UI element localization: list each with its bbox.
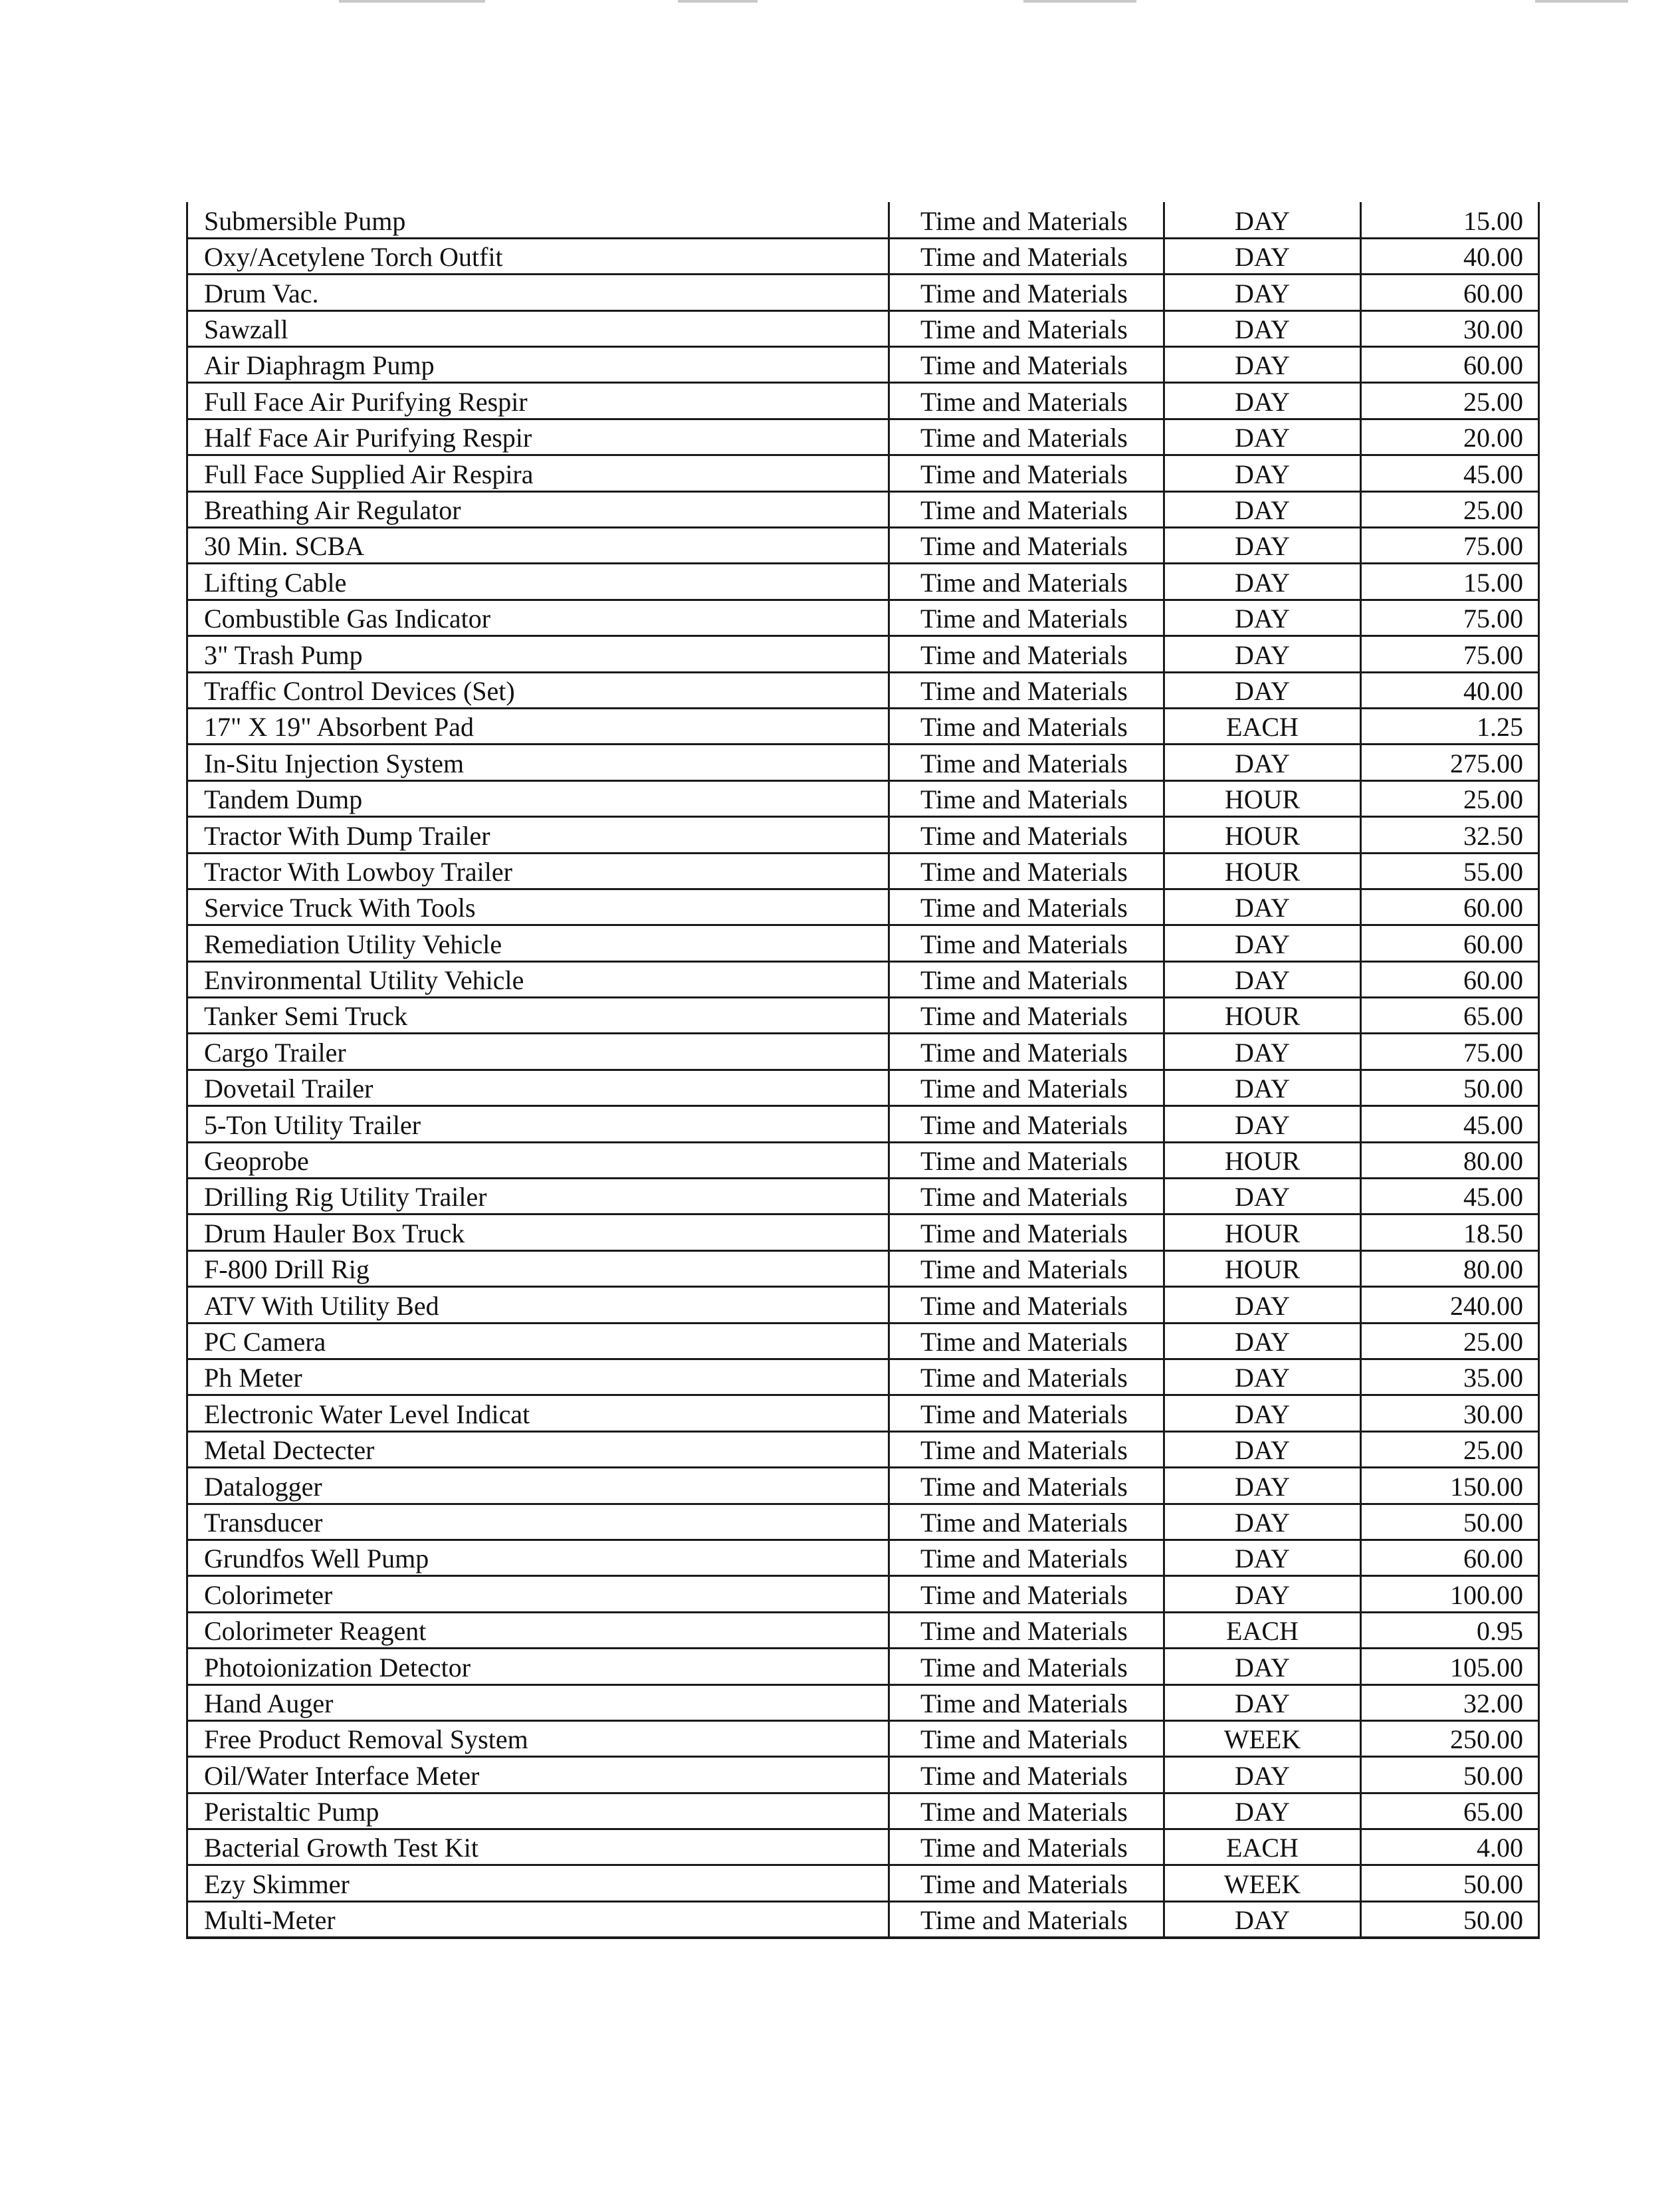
unit-cell: DAY (1164, 275, 1361, 310)
billing-basis-cell: Time and Materials (889, 672, 1164, 708)
table-row (187, 455, 1539, 491)
table-row (187, 1504, 1539, 1540)
rate-cell: 150.00 (1361, 1468, 1539, 1504)
billing-basis-cell: Time and Materials (889, 889, 1164, 925)
rate-cell: 25.00 (1361, 780, 1539, 816)
rate-cell: 75.00 (1361, 1034, 1539, 1070)
equipment-name-cell: Ph Meter (187, 1359, 889, 1395)
rate-cell: 50.00 (1361, 1901, 1539, 1937)
equipment-name-cell: Combustible Gas Indicator (187, 600, 889, 635)
rate-cell: 50.00 (1361, 1070, 1539, 1105)
equipment-name-cell: ATV With Utility Bed (187, 1287, 889, 1323)
table-row (187, 745, 1539, 780)
billing-basis-cell: Time and Materials (889, 961, 1164, 997)
table-row (187, 1323, 1539, 1359)
equipment-name-cell: Tandem Dump (187, 780, 889, 816)
unit-cell: DAY (1164, 202, 1361, 238)
table-row (187, 1540, 1539, 1575)
unit-cell: DAY (1164, 347, 1361, 383)
table-row (187, 1901, 1539, 1937)
equipment-name-cell: Drum Hauler Box Truck (187, 1214, 889, 1250)
equipment-name-cell: Breathing Air Regulator (187, 491, 889, 527)
billing-basis-cell: Time and Materials (889, 1793, 1164, 1829)
table-row (187, 1684, 1539, 1720)
rate-cell: 60.00 (1361, 1540, 1539, 1575)
billing-basis-cell: Time and Materials (889, 1179, 1164, 1214)
unit-cell: DAY (1164, 1504, 1361, 1540)
unit-cell: DAY (1164, 636, 1361, 672)
billing-basis-cell: Time and Materials (889, 1829, 1164, 1865)
billing-basis-cell: Time and Materials (889, 1865, 1164, 1901)
unit-cell: DAY (1164, 1179, 1361, 1214)
table-row (187, 780, 1539, 816)
table-row (187, 1829, 1539, 1865)
table-row (187, 1287, 1539, 1323)
table-row (187, 1468, 1539, 1504)
table-row (187, 925, 1539, 961)
billing-basis-cell: Time and Materials (889, 1070, 1164, 1105)
rate-cell: 75.00 (1361, 600, 1539, 635)
equipment-name-cell: Service Truck With Tools (187, 889, 889, 925)
equipment-name-cell: 30 Min. SCBA (187, 528, 889, 564)
unit-cell: DAY (1164, 383, 1361, 419)
billing-basis-cell: Time and Materials (889, 1540, 1164, 1575)
billing-basis-cell: Time and Materials (889, 1504, 1164, 1540)
table-row (187, 636, 1539, 672)
equipment-name-cell: Submersible Pump (187, 202, 889, 238)
equipment-name-cell: Colorimeter (187, 1576, 889, 1612)
billing-basis-cell: Time and Materials (889, 383, 1164, 419)
unit-cell: DAY (1164, 745, 1361, 780)
equipment-name-cell: Cargo Trailer (187, 1034, 889, 1070)
unit-cell: EACH (1164, 1612, 1361, 1648)
equipment-name-cell: 3" Trash Pump (187, 636, 889, 672)
billing-basis-cell: Time and Materials (889, 600, 1164, 635)
billing-basis-cell: Time and Materials (889, 1612, 1164, 1648)
equipment-name-cell: Full Face Air Purifying Respir (187, 383, 889, 419)
equipment-name-cell: Transducer (187, 1504, 889, 1540)
table-row (187, 708, 1539, 744)
table-row (187, 238, 1539, 274)
billing-basis-cell: Time and Materials (889, 817, 1164, 853)
table-row (187, 1250, 1539, 1286)
billing-basis-cell: Time and Materials (889, 1649, 1164, 1684)
rate-cell: 60.00 (1361, 275, 1539, 310)
unit-cell: HOUR (1164, 998, 1361, 1034)
rate-cell: 25.00 (1361, 1323, 1539, 1359)
billing-basis-cell: Time and Materials (889, 1901, 1164, 1937)
scan-artifact (678, 0, 758, 3)
rate-cell: 45.00 (1361, 1106, 1539, 1142)
equipment-name-cell: Photoionization Detector (187, 1649, 889, 1684)
rate-cell: 50.00 (1361, 1757, 1539, 1793)
rate-cell: 50.00 (1361, 1504, 1539, 1540)
rate-cell: 240.00 (1361, 1287, 1539, 1323)
rate-cell: 0.95 (1361, 1612, 1539, 1648)
equipment-name-cell: Tractor With Dump Trailer (187, 817, 889, 853)
unit-cell: DAY (1164, 1576, 1361, 1612)
unit-cell: DAY (1164, 564, 1361, 600)
equipment-name-cell: Free Product Removal System (187, 1720, 889, 1756)
equipment-name-cell: Tanker Semi Truck (187, 998, 889, 1034)
rate-cell: 60.00 (1361, 961, 1539, 997)
billing-basis-cell: Time and Materials (889, 636, 1164, 672)
table-row (187, 1179, 1539, 1214)
unit-cell: DAY (1164, 1649, 1361, 1684)
table-row (187, 1431, 1539, 1467)
rate-cell: 20.00 (1361, 419, 1539, 455)
rate-cell: 32.50 (1361, 817, 1539, 853)
billing-basis-cell: Time and Materials (889, 1359, 1164, 1395)
equipment-name-cell: Metal Dectecter (187, 1431, 889, 1467)
equipment-name-cell: 5-Ton Utility Trailer (187, 1106, 889, 1142)
billing-basis-cell: Time and Materials (889, 202, 1164, 238)
unit-cell: DAY (1164, 1684, 1361, 1720)
rate-cell: 75.00 (1361, 528, 1539, 564)
rate-cell: 35.00 (1361, 1359, 1539, 1395)
table-row (187, 600, 1539, 635)
table-row (187, 1359, 1539, 1395)
equipment-name-cell: Lifting Cable (187, 564, 889, 600)
billing-basis-cell: Time and Materials (889, 275, 1164, 310)
table-row (187, 1612, 1539, 1648)
equipment-name-cell: Environmental Utility Vehicle (187, 961, 889, 997)
rate-cell: 18.50 (1361, 1214, 1539, 1250)
billing-basis-cell: Time and Materials (889, 1576, 1164, 1612)
equipment-name-cell: Drum Vac. (187, 275, 889, 310)
equipment-name-cell: Sawzall (187, 310, 889, 346)
billing-basis-cell: Time and Materials (889, 1684, 1164, 1720)
unit-cell: DAY (1164, 1540, 1361, 1575)
rate-cell: 50.00 (1361, 1865, 1539, 1901)
unit-cell: HOUR (1164, 1214, 1361, 1250)
equipment-name-cell: Tractor With Lowboy Trailer (187, 853, 889, 889)
table-row (187, 1793, 1539, 1829)
table-row (187, 672, 1539, 708)
rate-cell: 15.00 (1361, 564, 1539, 600)
equipment-name-cell: Remediation Utility Vehicle (187, 925, 889, 961)
table-row (187, 528, 1539, 564)
table-row (187, 1142, 1539, 1178)
rate-cell: 45.00 (1361, 455, 1539, 491)
billing-basis-cell: Time and Materials (889, 998, 1164, 1034)
unit-cell: DAY (1164, 1793, 1361, 1829)
table-row (187, 1106, 1539, 1142)
unit-cell: DAY (1164, 419, 1361, 455)
unit-cell: DAY (1164, 1901, 1361, 1937)
unit-cell: DAY (1164, 672, 1361, 708)
scan-artifact (1023, 0, 1136, 3)
rate-cell: 30.00 (1361, 310, 1539, 346)
rate-cell: 30.00 (1361, 1395, 1539, 1431)
unit-cell: DAY (1164, 1070, 1361, 1105)
table-row (187, 961, 1539, 997)
billing-basis-cell: Time and Materials (889, 238, 1164, 274)
rate-cell: 100.00 (1361, 1576, 1539, 1612)
rate-cell: 32.00 (1361, 1684, 1539, 1720)
scan-artifact (339, 0, 485, 3)
billing-basis-cell: Time and Materials (889, 1250, 1164, 1286)
equipment-name-cell: Electronic Water Level Indicat (187, 1395, 889, 1431)
equipment-name-cell: Multi-Meter (187, 1901, 889, 1937)
unit-cell: DAY (1164, 1468, 1361, 1504)
billing-basis-cell: Time and Materials (889, 1395, 1164, 1431)
billing-basis-cell: Time and Materials (889, 1034, 1164, 1070)
unit-cell: DAY (1164, 1395, 1361, 1431)
unit-cell: DAY (1164, 491, 1361, 527)
table-row (187, 1034, 1539, 1070)
unit-cell: WEEK (1164, 1720, 1361, 1756)
unit-cell: HOUR (1164, 780, 1361, 816)
equipment-name-cell: Oil/Water Interface Meter (187, 1757, 889, 1793)
equipment-name-cell: Drilling Rig Utility Trailer (187, 1179, 889, 1214)
unit-cell: EACH (1164, 1829, 1361, 1865)
unit-cell: DAY (1164, 528, 1361, 564)
table-row (187, 491, 1539, 527)
table-row (187, 1070, 1539, 1105)
equipment-name-cell: Air Diaphragm Pump (187, 347, 889, 383)
equipment-name-cell: F-800 Drill Rig (187, 1250, 889, 1286)
equipment-name-cell: In-Situ Injection System (187, 745, 889, 780)
rate-cell: 105.00 (1361, 1649, 1539, 1684)
rate-cell: 60.00 (1361, 347, 1539, 383)
billing-basis-cell: Time and Materials (889, 1106, 1164, 1142)
unit-cell: HOUR (1164, 853, 1361, 889)
billing-basis-cell: Time and Materials (889, 925, 1164, 961)
equipment-name-cell: Full Face Supplied Air Respira (187, 455, 889, 491)
billing-basis-cell: Time and Materials (889, 1431, 1164, 1467)
rate-cell: 60.00 (1361, 925, 1539, 961)
unit-cell: DAY (1164, 455, 1361, 491)
table-row (187, 889, 1539, 925)
unit-cell: HOUR (1164, 1250, 1361, 1286)
rate-cell: 1.25 (1361, 708, 1539, 744)
table-row (187, 419, 1539, 455)
scan-artifact (1535, 0, 1628, 3)
equipment-name-cell: Datalogger (187, 1468, 889, 1504)
unit-cell: EACH (1164, 708, 1361, 744)
rate-cell: 80.00 (1361, 1250, 1539, 1286)
billing-basis-cell: Time and Materials (889, 745, 1164, 780)
rate-cell: 275.00 (1361, 745, 1539, 780)
unit-cell: DAY (1164, 1757, 1361, 1793)
equipment-name-cell: Traffic Control Devices (Set) (187, 672, 889, 708)
table-row (187, 1865, 1539, 1901)
billing-basis-cell: Time and Materials (889, 1720, 1164, 1756)
unit-cell: DAY (1164, 600, 1361, 635)
unit-cell: DAY (1164, 961, 1361, 997)
billing-basis-cell: Time and Materials (889, 564, 1164, 600)
rate-cell: 75.00 (1361, 636, 1539, 672)
unit-cell: DAY (1164, 889, 1361, 925)
billing-basis-cell: Time and Materials (889, 1468, 1164, 1504)
rate-cell: 25.00 (1361, 383, 1539, 419)
table-row (187, 1757, 1539, 1793)
rate-cell: 40.00 (1361, 672, 1539, 708)
equipment-name-cell: Oxy/Acetylene Torch Outfit (187, 238, 889, 274)
billing-basis-cell: Time and Materials (889, 419, 1164, 455)
unit-cell: DAY (1164, 1106, 1361, 1142)
table-row (187, 383, 1539, 419)
rate-cell: 25.00 (1361, 1431, 1539, 1467)
table-row (187, 1576, 1539, 1612)
rate-cell: 80.00 (1361, 1142, 1539, 1178)
table-row (187, 817, 1539, 853)
rate-cell: 40.00 (1361, 238, 1539, 274)
equipment-name-cell: Grundfos Well Pump (187, 1540, 889, 1575)
billing-basis-cell: Time and Materials (889, 347, 1164, 383)
unit-cell: DAY (1164, 1287, 1361, 1323)
equipment-rate-table (186, 202, 1540, 1939)
unit-cell: DAY (1164, 238, 1361, 274)
unit-cell: HOUR (1164, 817, 1361, 853)
equipment-name-cell: Hand Auger (187, 1684, 889, 1720)
rate-cell: 25.00 (1361, 491, 1539, 527)
table-row (187, 1720, 1539, 1756)
billing-basis-cell: Time and Materials (889, 1323, 1164, 1359)
unit-cell: DAY (1164, 1034, 1361, 1070)
equipment-name-cell: Colorimeter Reagent (187, 1612, 889, 1648)
equipment-name-cell: Dovetail Trailer (187, 1070, 889, 1105)
rate-cell: 55.00 (1361, 853, 1539, 889)
billing-basis-cell: Time and Materials (889, 780, 1164, 816)
billing-basis-cell: Time and Materials (889, 853, 1164, 889)
table-row (187, 310, 1539, 346)
rate-cell: 60.00 (1361, 889, 1539, 925)
equipment-name-cell: PC Camera (187, 1323, 889, 1359)
rate-cell: 15.00 (1361, 202, 1539, 238)
billing-basis-cell: Time and Materials (889, 1142, 1164, 1178)
table-row (187, 853, 1539, 889)
equipment-name-cell: 17" X 19" Absorbent Pad (187, 708, 889, 744)
unit-cell: DAY (1164, 925, 1361, 961)
unit-cell: DAY (1164, 1359, 1361, 1395)
table-row (187, 1649, 1539, 1684)
unit-cell: DAY (1164, 310, 1361, 346)
rate-cell: 45.00 (1361, 1179, 1539, 1214)
billing-basis-cell: Time and Materials (889, 528, 1164, 564)
unit-cell: DAY (1164, 1431, 1361, 1467)
table-row (187, 347, 1539, 383)
equipment-name-cell: Half Face Air Purifying Respir (187, 419, 889, 455)
billing-basis-cell: Time and Materials (889, 1214, 1164, 1250)
equipment-name-cell: Peristaltic Pump (187, 1793, 889, 1829)
table-row (187, 1214, 1539, 1250)
table-row (187, 998, 1539, 1034)
rate-cell: 4.00 (1361, 1829, 1539, 1865)
equipment-rate-rows (187, 202, 1539, 1938)
billing-basis-cell: Time and Materials (889, 455, 1164, 491)
rate-cell: 65.00 (1361, 1793, 1539, 1829)
table-row (187, 202, 1539, 238)
unit-cell: HOUR (1164, 1142, 1361, 1178)
equipment-name-cell: Geoprobe (187, 1142, 889, 1178)
equipment-name-cell: Ezy Skimmer (187, 1865, 889, 1901)
equipment-name-cell: Bacterial Growth Test Kit (187, 1829, 889, 1865)
unit-cell: WEEK (1164, 1865, 1361, 1901)
billing-basis-cell: Time and Materials (889, 310, 1164, 346)
billing-basis-cell: Time and Materials (889, 1757, 1164, 1793)
table-row (187, 564, 1539, 600)
table-row (187, 1395, 1539, 1431)
unit-cell: DAY (1164, 1323, 1361, 1359)
table-row (187, 275, 1539, 310)
billing-basis-cell: Time and Materials (889, 708, 1164, 744)
billing-basis-cell: Time and Materials (889, 1287, 1164, 1323)
rate-cell: 65.00 (1361, 998, 1539, 1034)
rate-cell: 250.00 (1361, 1720, 1539, 1756)
billing-basis-cell: Time and Materials (889, 491, 1164, 527)
